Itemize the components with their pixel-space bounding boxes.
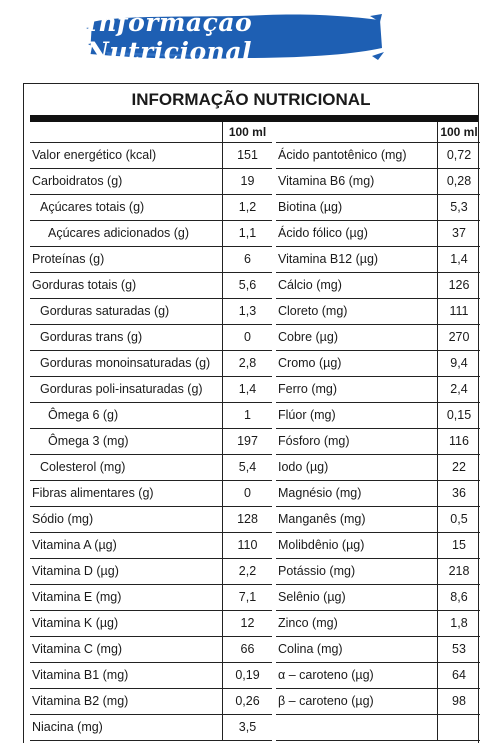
nutrient-value: 12 [222, 611, 272, 636]
table-row [30, 429, 272, 455]
nutrient-value: 2,2 [222, 559, 272, 584]
nutrient-label: Vitamina B2 (mg) [32, 694, 129, 708]
nutrient-label: Vitamina B1 (mg) [32, 668, 129, 682]
nutrient-value: 8,6 [437, 585, 480, 610]
table-row [30, 481, 272, 507]
table-row [276, 715, 480, 741]
nutrient-value: 128 [222, 507, 272, 532]
nutrient-label: Vitamina B12 (µg) [278, 252, 379, 266]
nutrient-label: Valor energético (kcal) [32, 148, 157, 162]
nutrient-value: 1,4 [222, 377, 272, 402]
nutrient-value: 2,4 [437, 377, 480, 402]
nutrient-label: Gorduras monoinsaturadas (g) [40, 356, 211, 370]
nutrient-value: 270 [437, 325, 480, 350]
nutrient-value: 0,19 [222, 663, 272, 688]
nutrient-label: Selênio (µg) [278, 590, 346, 604]
table-row [30, 325, 272, 351]
title-banner [86, 8, 384, 66]
table-row [276, 585, 480, 611]
nutrient-label: Ácido fólico (µg) [278, 226, 368, 240]
nutrient-label: Niacina (mg) [32, 720, 103, 734]
nutrient-value: 2,8 [222, 351, 272, 376]
nutrient-value: 197 [222, 429, 272, 454]
table-row [276, 559, 480, 585]
table-row [276, 533, 480, 559]
nutrient-value: 66 [222, 637, 272, 662]
nutrient-value: 1,1 [222, 221, 272, 246]
nutrient-value: 98 [437, 689, 480, 714]
nutrient-label: Cromo (µg) [278, 356, 342, 370]
nutrient-label: Ômega 3 (mg) [48, 434, 129, 448]
nutrient-value: 0 [222, 325, 272, 350]
nutrient-label: Carboidratos (g) [32, 174, 123, 188]
banner-title: Informação Nutricional [86, 8, 253, 66]
table-row [30, 585, 272, 611]
nutrient-value: 5,4 [222, 455, 272, 480]
nutrient-label: Proteínas (g) [32, 252, 105, 266]
table-row [276, 221, 480, 247]
nutrient-value: 0,72 [437, 143, 480, 168]
nutrient-value: 53 [437, 637, 480, 662]
nutrient-label: Biotina (µg) [278, 200, 343, 214]
nutrient-label: Colina (mg) [278, 642, 343, 656]
nutrient-value: 0,26 [222, 689, 272, 714]
nutrient-value: 116 [437, 429, 480, 454]
nutrient-label: Açúcares adicionados (g) [48, 226, 190, 240]
table-row [30, 663, 272, 689]
nutrient-label: α – caroteno (µg) [278, 668, 374, 682]
nutrient-value: 3,5 [222, 715, 272, 740]
nutrient-value: 19 [222, 169, 272, 194]
nutrient-label: Ômega 6 (g) [48, 408, 119, 422]
table-row [276, 273, 480, 299]
table-row [30, 533, 272, 559]
nutrient-label: Iodo (µg) [278, 460, 329, 474]
nutrient-value: 0,5 [437, 507, 480, 532]
table-row [30, 403, 272, 429]
nutrient-label: Ácido pantotênico (mg) [278, 148, 407, 162]
nutrient-value: 0,28 [437, 169, 480, 194]
right-column [276, 122, 480, 741]
nutrient-label: Colesterol (mg) [40, 460, 126, 474]
nutrient-value: 22 [437, 455, 480, 480]
nutrient-label: Gorduras trans (g) [40, 330, 143, 344]
nutrient-label: Magnésio (mg) [278, 486, 362, 500]
table-row [276, 455, 480, 481]
table-row [276, 611, 480, 637]
table-row [30, 611, 272, 637]
title-rule [30, 115, 478, 122]
table-row [276, 169, 480, 195]
nutrient-value: 64 [437, 663, 480, 688]
nutrient-label: Açúcares totais (g) [40, 200, 145, 214]
nutrient-value: 1,3 [222, 299, 272, 324]
nutrient-label: Vitamina D (µg) [32, 564, 119, 578]
table-row [276, 247, 480, 273]
table-row [30, 299, 272, 325]
table-row [30, 715, 272, 741]
nutrient-label: Manganês (mg) [278, 512, 366, 526]
nutrient-label: Ferro (mg) [278, 382, 338, 396]
nutrient-label: Gorduras saturadas (g) [40, 304, 170, 318]
nutrient-value: 1,4 [437, 247, 480, 272]
nutrient-value [437, 715, 480, 740]
nutrient-label: Sódio (mg) [32, 512, 94, 526]
table-row [276, 377, 480, 403]
table-row [30, 273, 272, 299]
nutrient-value: 7,1 [222, 585, 272, 610]
table-row [30, 507, 272, 533]
table-row [30, 169, 272, 195]
table-title: INFORMAÇÃO NUTRICIONAL [131, 90, 371, 109]
nutrient-label: Vitamina B6 (mg) [278, 174, 375, 188]
unit-header: 100 ml [437, 122, 480, 142]
nutrient-label: Cobre (µg) [278, 330, 338, 344]
table-row [276, 637, 480, 663]
nutrient-label: Vitamina K (µg) [32, 616, 119, 630]
nutrient-label: Zinco (mg) [278, 616, 338, 630]
nutrient-label: β – caroteno (µg) [278, 694, 374, 708]
table-row [30, 377, 272, 403]
nutrient-value: 36 [437, 481, 480, 506]
nutrient-label: Potássio (mg) [278, 564, 356, 578]
nutrient-label: Fibras alimentares (g) [32, 486, 154, 500]
nutrient-label: Molibdênio (µg) [278, 538, 365, 552]
table-row [30, 455, 272, 481]
table-row [276, 403, 480, 429]
table-row [276, 351, 480, 377]
nutrient-value: 9,4 [437, 351, 480, 376]
table-row [276, 325, 480, 351]
nutrient-value: 0 [222, 481, 272, 506]
nutrient-label: Vitamina C (mg) [32, 642, 123, 656]
nutrient-value: 5,6 [222, 273, 272, 298]
nutrient-label: Fósforo (mg) [278, 434, 350, 448]
nutrient-value: 1,8 [437, 611, 480, 636]
header-row [30, 122, 272, 143]
table-row [276, 143, 480, 169]
nutrient-value: 1,2 [222, 195, 272, 220]
table-row [30, 195, 272, 221]
nutrient-value: 37 [437, 221, 480, 246]
nutrient-value: 151 [222, 143, 272, 168]
nutrient-value: 0,15 [437, 403, 480, 428]
left-column [30, 122, 272, 741]
nutrient-label: Cloreto (mg) [278, 304, 348, 318]
nutrient-value: 110 [222, 533, 272, 558]
nutrient-label: Cálcio (mg) [278, 278, 342, 292]
nutrient-label: Flúor (mg) [278, 408, 336, 422]
nutrient-label: Vitamina E (mg) [32, 590, 122, 604]
table-row [276, 689, 480, 715]
nutrient-label: Vitamina A (µg) [32, 538, 117, 552]
table-row [30, 221, 272, 247]
table-row [276, 663, 480, 689]
table-row [30, 689, 272, 715]
nutrient-label: Gorduras poli-insaturadas (g) [40, 382, 203, 396]
nutrient-value: 5,3 [437, 195, 480, 220]
table-row [276, 481, 480, 507]
nutrient-value: 126 [437, 273, 480, 298]
nutrient-value: 15 [437, 533, 480, 558]
nutrient-value: 218 [437, 559, 480, 584]
table-row [30, 143, 272, 169]
table-row [276, 507, 480, 533]
table-row [30, 559, 272, 585]
nutrition-table [23, 83, 479, 743]
nutrient-value: 111 [437, 299, 480, 324]
table-row [276, 299, 480, 325]
unit-header: 100 ml [222, 122, 272, 142]
nutrient-label: Gorduras totais (g) [32, 278, 137, 292]
table-row [276, 195, 480, 221]
table-row [30, 637, 272, 663]
nutrient-value: 6 [222, 247, 272, 272]
table-row [276, 429, 480, 455]
table-row [30, 247, 272, 273]
nutrient-value: 1 [222, 403, 272, 428]
header-row [276, 122, 480, 143]
table-row [30, 351, 272, 377]
